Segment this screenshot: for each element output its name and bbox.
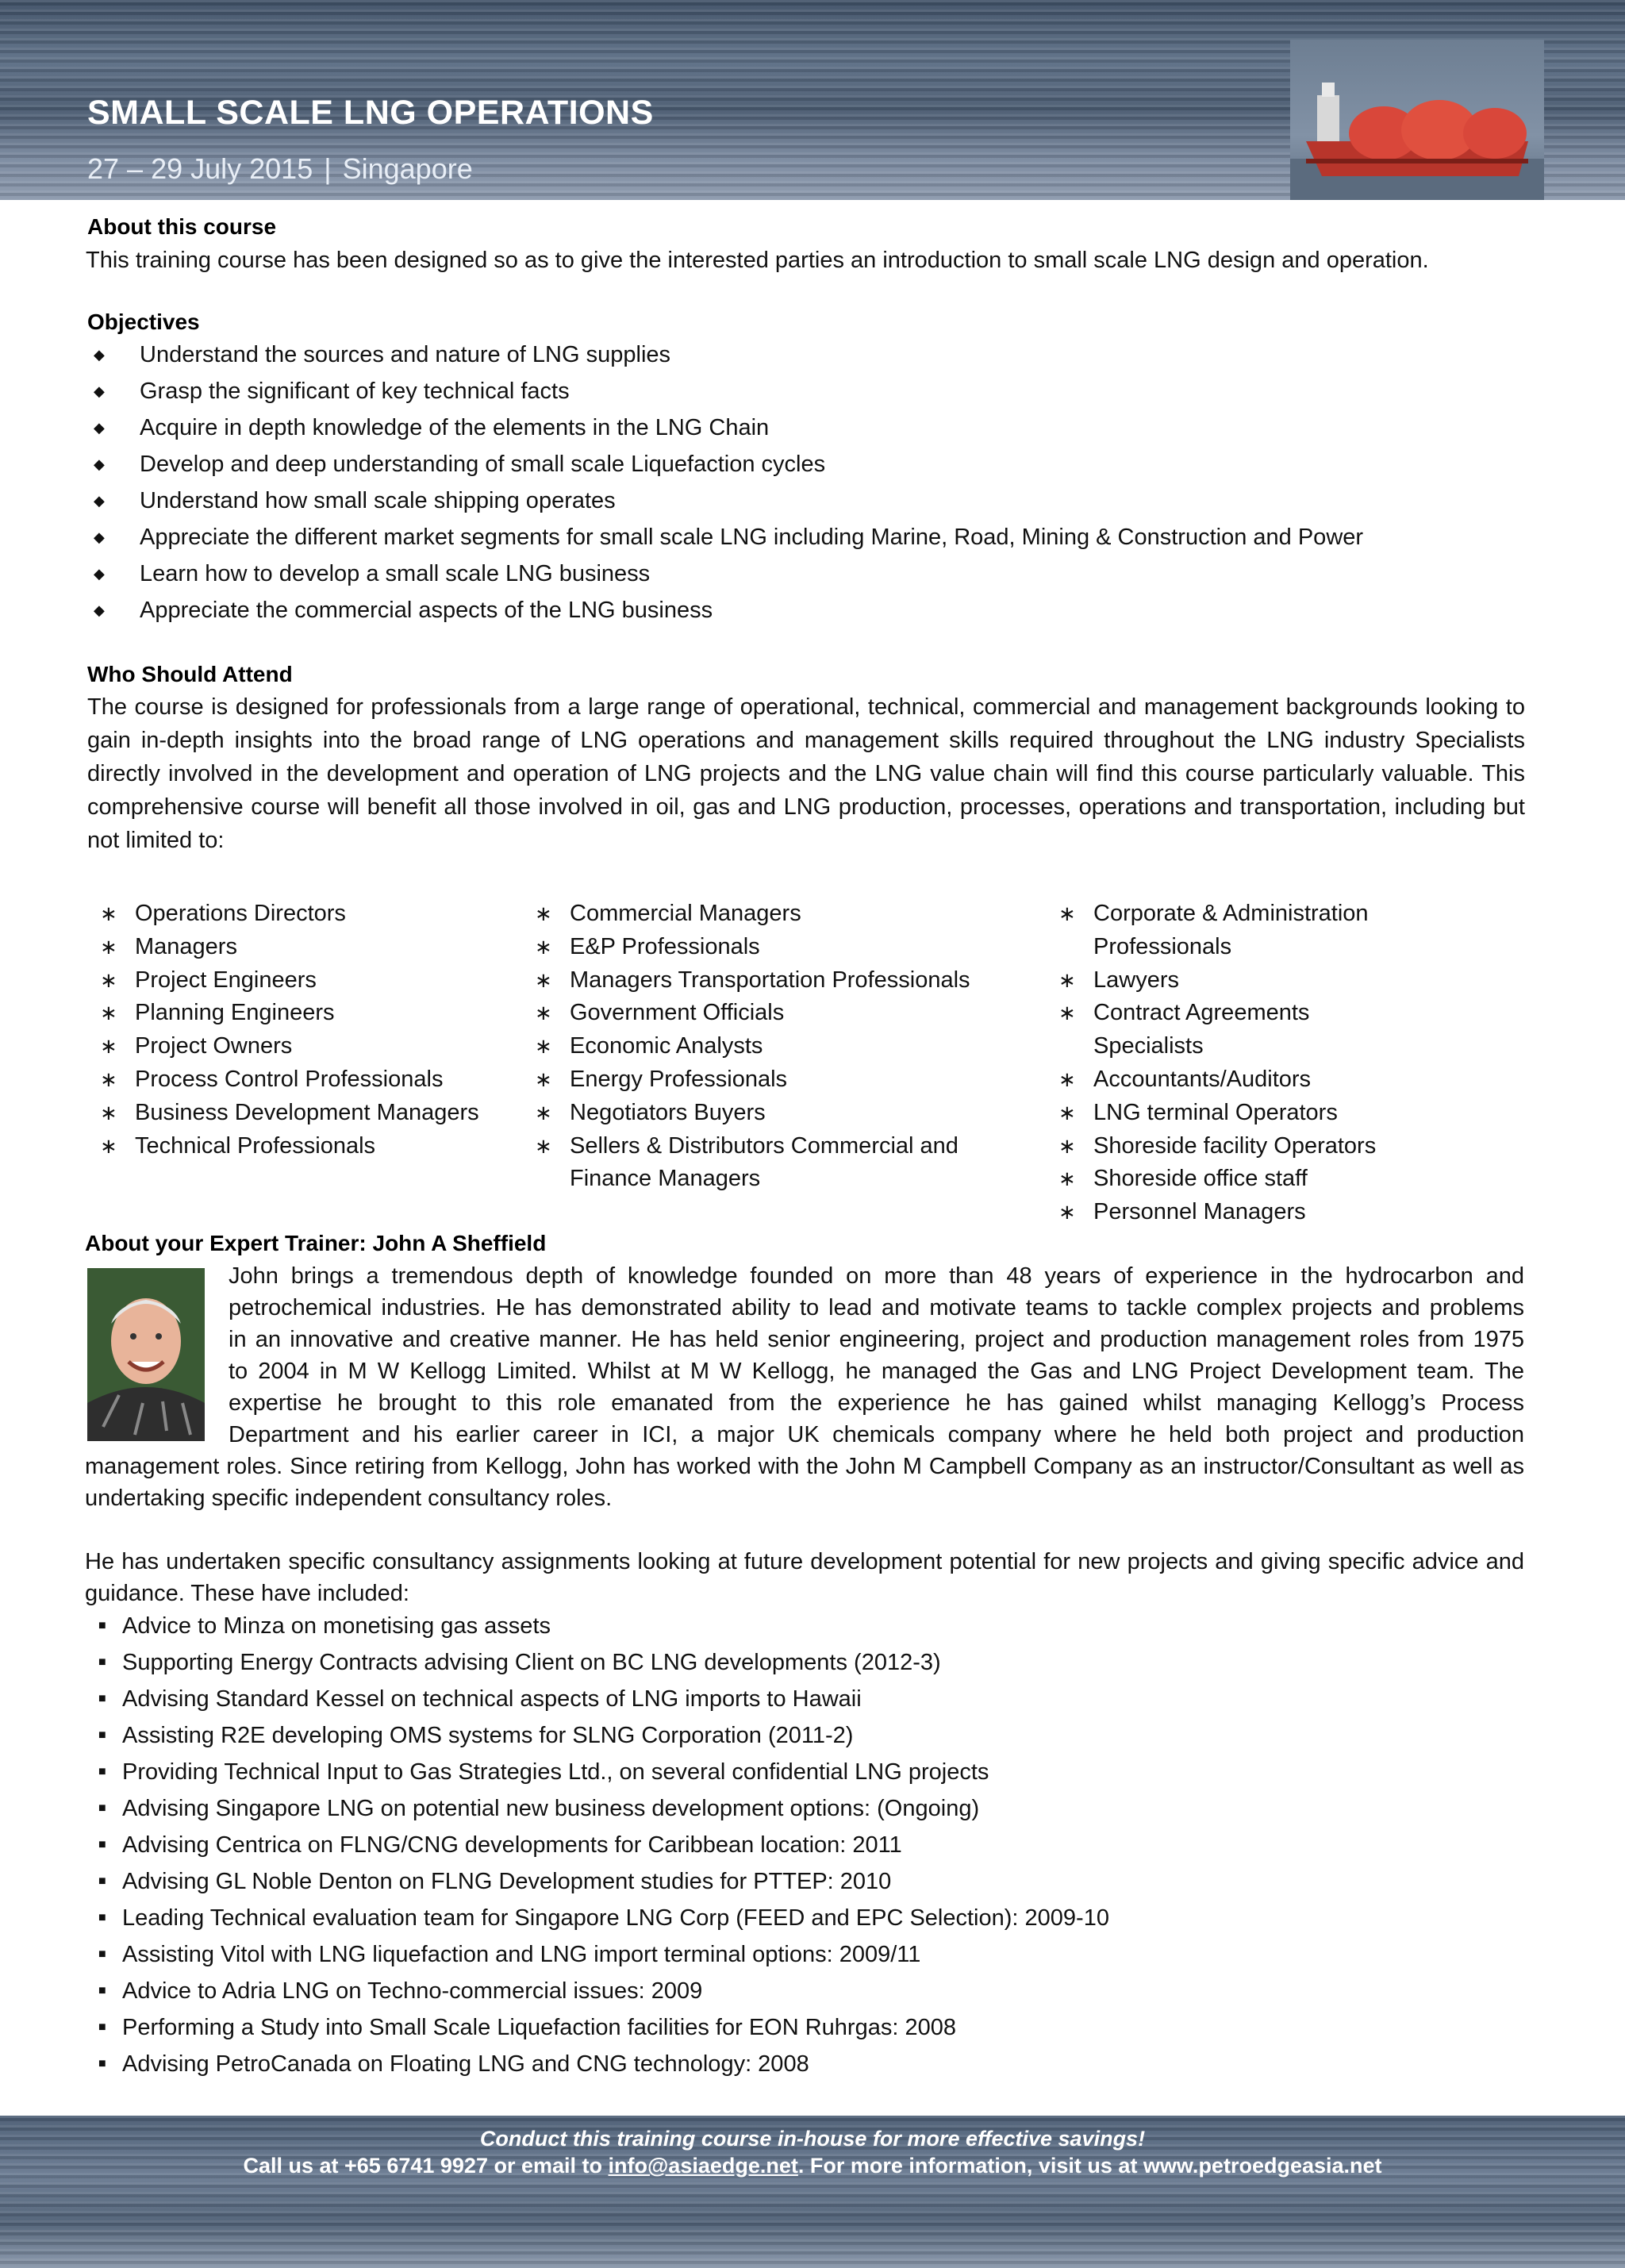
attendee-item: ∗ Government Officials [524, 997, 1000, 1030]
assignment-item: ■ Advice to Adria LNG on Techno-commercial issues: 2009 [89, 1973, 1517, 2009]
footer-contact [0, 2154, 1625, 2178]
trainer-bio-line: expertise he brought to this role emanated from the experience he has gained whilst managing Kellogg’s Process [229, 1390, 1524, 1416]
consultancy-intro: He has undertaken specific consultancy assignments looking at future development potential for new projects and giving specific advice and guidance. These have included: [85, 1549, 1524, 1606]
objective-item: ◆ Understand the sources and nature of LNG supplies [87, 336, 1539, 373]
assignment-item: ■ Advising Centrica on FLNG/CNG developments for Caribbean location: 2011 [89, 1827, 1517, 1863]
attendee-item: ∗ Accountants/Auditors [1047, 1063, 1420, 1097]
objectives-heading: Objectives [87, 309, 200, 334]
objective-item: ◆ Grasp the significant of key technical facts [87, 373, 1539, 409]
trainer-bio-rest: management roles. Since retiring from Kellogg, John has worked with the John M Campbell Company as an instructor/Consultant as well as undertaking specific independent consultancy roles. [85, 1454, 1524, 1511]
trainer-bio-line: Department and his earlier career in ICI, a major UK chemicals company where he held both project and production [229, 1422, 1524, 1447]
attendee-item: ∗ Planning Engineers [89, 997, 517, 1030]
attendee-list-col1 [89, 898, 517, 1163]
attendee-item: ∗ Project Owners [89, 1030, 517, 1063]
attend-heading: Who Should Attend [87, 662, 293, 686]
assignment-item: ■ Supporting Energy Contracts advising Client on BC LNG developments (2012-3) [89, 1644, 1517, 1681]
assignment-item: ■ Performing a Study into Small Scale Liquefaction facilities for EON Ruhrgas: 2008 [89, 2009, 1517, 2046]
assignment-item: ■ Leading Technical evaluation team for Singapore LNG Corp (FEED and EPC Selection): 2009-10 [89, 1900, 1517, 1936]
assignment-item: ■ Advising Standard Kessel on technical aspects of LNG imports to Hawaii [89, 1681, 1517, 1717]
attend-text: The course is designed for professionals from a large range of operational, technical, commercial and management backgrounds looking to gain in-depth insights into the broad range of LNG operations and management skills required throughout the LNG industry Specialists directly involved in the development and operation of LNG projects and the LNG value chain will find this course particularly valuable. This comprehensive course will benefit all those involved in oil, gas and LNG production, processes, operations and transportation, including but not limited to: [87, 694, 1525, 853]
email-link[interactable]: info@asiaedge.net [608, 2154, 798, 2178]
attendee-item: ∗ Operations Directors [89, 898, 517, 931]
course-location: Singapore [342, 152, 473, 185]
attendee-item: ∗ Technical Professionals [89, 1130, 517, 1163]
attendee-item: ∗ Sellers & Distributors Commercial and Finance Managers [524, 1130, 982, 1197]
objective-item: ◆ Acquire in depth knowledge of the elements in the LNG Chain [87, 409, 1539, 446]
attendee-item: ∗ Managers Transportation Professionals [524, 964, 1000, 998]
course-title: SMALL SCALE LNG OPERATIONS [87, 94, 654, 132]
attendee-item: ∗ Commercial Managers [524, 898, 1000, 931]
course-date: 27 – 29 July 2015 [87, 152, 313, 185]
attendee-item: ∗ E&P Professionals [524, 931, 1000, 964]
assignment-item: ■ Advice to Minza on monetising gas assets [89, 1608, 1517, 1644]
about-heading: About this course [87, 214, 277, 239]
attendee-list-col3 [1047, 898, 1420, 1229]
footer-call-text: Call us at +65 6741 9927 or email to [243, 2154, 609, 2178]
assignment-item: ■ Advising GL Noble Denton on FLNG Development studies for PTTEP: 2010 [89, 1863, 1517, 1900]
attendee-item: ∗ Project Engineers [89, 964, 517, 998]
attendee-item: ∗ Lawyers [1047, 964, 1420, 998]
attendee-item: ∗ Contract Agreements Specialists [1047, 997, 1420, 1063]
trainer-heading: About your Expert Trainer: John A Sheffield [85, 1231, 547, 1255]
course-date-location [87, 152, 473, 186]
attendee-item: ∗ Shoreside office staff [1047, 1163, 1420, 1196]
about-text: This training course has been designed so as to give the interested parties an introduction to small scale LNG design and operation. [86, 248, 1429, 273]
lng-ship-photo [1290, 40, 1544, 200]
objective-item: ◆ Appreciate the different market segments for small scale LNG including Marine, Road, Mining & Construction and Power [87, 519, 1539, 555]
attendee-item: ∗ Personnel Managers [1047, 1196, 1420, 1229]
attendee-item: ∗ Negotiators Buyers [524, 1097, 1000, 1130]
footer-banner [0, 2116, 1625, 2268]
trainer-photo [87, 1268, 205, 1441]
objective-item: ◆ Appreciate the commercial aspects of the LNG business [87, 592, 1539, 629]
trainer-bio-line: to 2004 in M W Kellogg Limited. Whilst at M W Kellogg, he managed the Gas and LNG Project Development team. The [229, 1359, 1524, 1384]
header-banner [0, 0, 1625, 200]
date-location-separator: | [324, 152, 332, 185]
assignments-list [89, 1608, 1517, 2082]
objectives-list [87, 336, 1539, 629]
trainer-bio-line: John brings a tremendous depth of knowledge founded on more than 48 years of experience in the hydrocarbon and [229, 1263, 1524, 1289]
objective-item: ◆ Develop and deep understanding of small scale Liquefaction cycles [87, 446, 1539, 482]
attendee-list-col2 [524, 898, 1000, 1196]
assignment-item: ■ Assisting R2E developing OMS systems for SLNG Corporation (2011-2) [89, 1717, 1517, 1754]
assignment-item: ■ Providing Technical Input to Gas Strategies Ltd., on several confidential LNG projects [89, 1754, 1517, 1790]
trainer-bio-wrapped [229, 1260, 1524, 1451]
assignment-item: ■ Advising PetroCanada on Floating LNG and CNG technology: 2008 [89, 2046, 1517, 2082]
footer-website-text: . For more information, visit us at www.petroedgeasia.net [797, 2154, 1382, 2178]
trainer-bio-line: in an innovative and creative manner. He has held senior engineering, project and production management roles from 1975 [229, 1327, 1524, 1352]
attendee-item: ∗ Shoreside facility Operators [1047, 1130, 1420, 1163]
attendee-item: ∗ LNG terminal Operators [1047, 1097, 1420, 1130]
footer-inhouse-promo: Conduct this training course in-house for more effective savings! [479, 2127, 1146, 2151]
trainer-bio-line: petrochemical industries. He has demonstrated ability to lead and motivate teams to tackle complex projects and problems [229, 1295, 1524, 1320]
attendee-item: ∗ Corporate & Administration Professionals [1047, 898, 1411, 964]
assignment-item: ■ Advising Singapore LNG on potential new business development options: (Ongoing) [89, 1790, 1517, 1827]
attendee-item: ∗ Business Development Managers [89, 1097, 517, 1130]
attendee-item: ∗ Economic Analysts [524, 1030, 1000, 1063]
objective-item: ◆ Learn how to develop a small scale LNG business [87, 555, 1539, 592]
assignment-item: ■ Assisting Vitol with LNG liquefaction and LNG import terminal options: 2009/11 [89, 1936, 1517, 1973]
objective-item: ◆ Understand how small scale shipping operates [87, 482, 1539, 519]
attendee-item: ∗ Process Control Professionals [89, 1063, 517, 1097]
attendee-item: ∗ Managers [89, 931, 517, 964]
attendee-item: ∗ Energy Professionals [524, 1063, 1000, 1097]
